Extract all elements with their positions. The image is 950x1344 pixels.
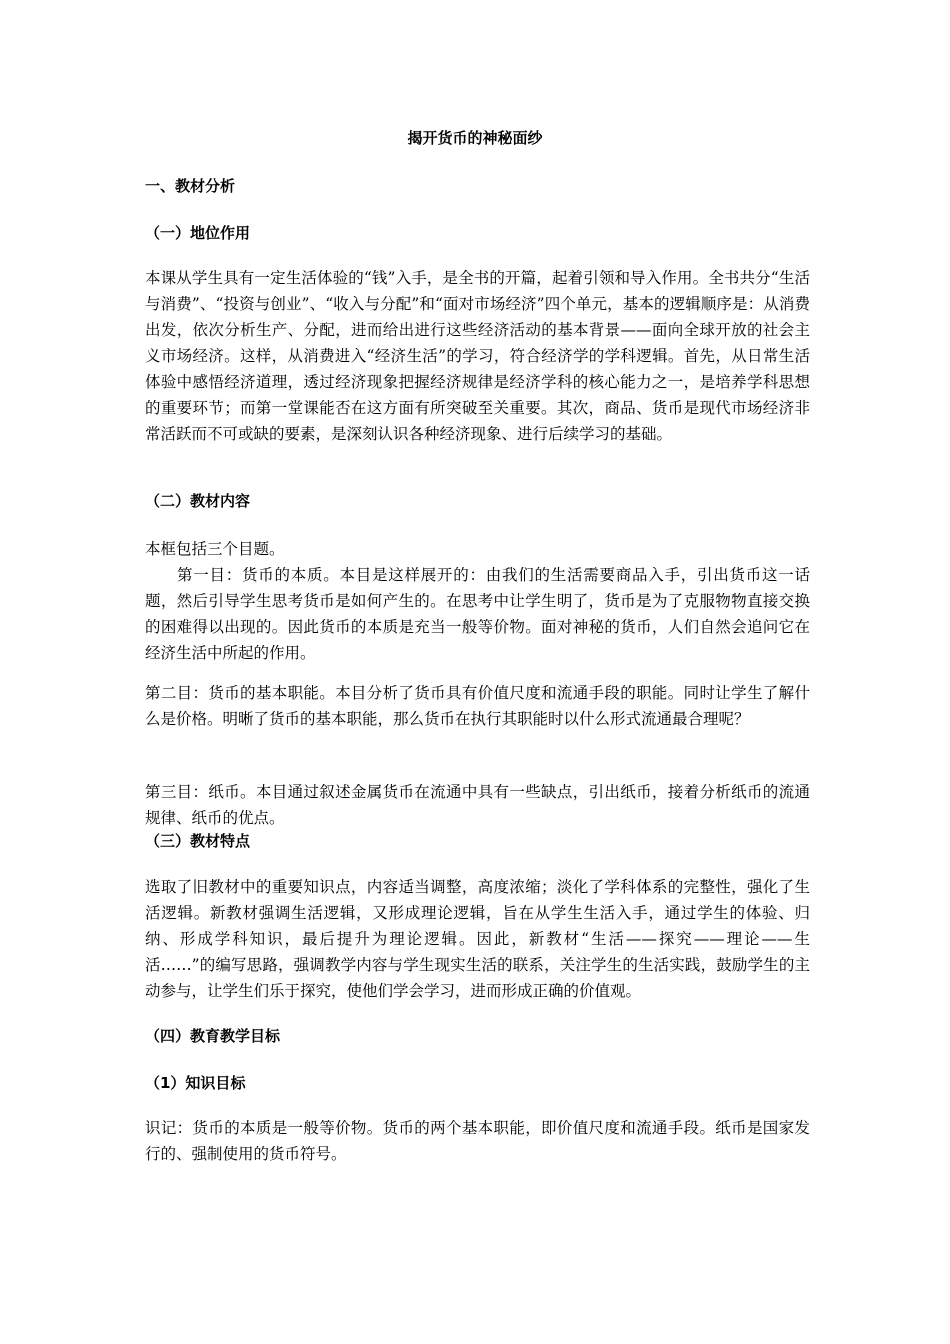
subsection-heading-features: （三）教材特点 bbox=[145, 832, 251, 850]
subsection-heading-content: （二）教材内容 bbox=[145, 492, 251, 510]
paragraph-content-intro: 本框包括三个目题。 bbox=[145, 540, 285, 558]
paragraph-knowledge-objective: 识记：货币的本质是一般等价物。货币的两个基本职能，即价值尺度和流通手段。纸币是国家发行的、强制使用的货币符号。 bbox=[145, 1119, 810, 1163]
document-title: 揭开货币的神秘面纱 bbox=[407, 129, 543, 147]
paragraph-content-item-1: 第一目：货币的本质。本目是这样展开的：由我们的生活需要商品入手，引出货币这一话题，然后引导学生思考货币是如何产生的。在思考中让学生明了，货币是为了克服物物直接交换的困难得以出现的。因此货币的本质是充当一般等价物。面对神秘的货币，人们自然会追问它在经济生活中所起的作用。 bbox=[145, 566, 810, 662]
paragraph-position: 本课从学生具有一定生活体验的“钱”入手，是全书的开篇，起着引领和导入作用。全书共分“生活与消费”、“投资与创业”、“收入与分配”和“面对市场经济”四个单元，基本的逻辑顺序是：从消费出发，依次分析生产、分配，进而给出进行这些经济活动的基本背景——面向全球开放的社会主义市场经济。这样，从消费进入“经济生活”的学习，符合经济学的学科逻辑。首先，从日常生活体验中感悟经济道理，透过经济现象把握经济规律是经济学科的核心能力之一，是培养学科思想的重要环节；而第一堂课能否在这方面有所突破至关重要。其次，商品、货币是现代市场经济非常活跃而不可或缺的要素，是深刻认识各种经济现象、进行后续学习的基础。 bbox=[145, 269, 810, 443]
subsection-heading-position: （一）地位作用 bbox=[145, 224, 251, 242]
sub-item-heading-knowledge: （1）知识目标 bbox=[145, 1074, 246, 1092]
section-heading-textbook-analysis: 一、教材分析 bbox=[145, 177, 236, 195]
paragraph-content-item-3: 第三目：纸币。本目通过叙述金属货币在流通中具有一些缺点，引出纸币，接着分析纸币的流通规律、纸币的优点。 bbox=[145, 783, 810, 827]
paragraph-content-item-2: 第二目：货币的基本职能。本目分析了货币具有价值尺度和流通手段的职能。同时让学生了解什么是价格。明晰了货币的基本职能，那么货币在执行其职能时以什么形式流通最合理呢？ bbox=[145, 684, 810, 728]
paragraph-features: 选取了旧教材中的重要知识点，内容适当调整，高度浓缩；淡化了学科体系的完整性，强化了生活逻辑。新教材强调生活逻辑，又形成理论逻辑，旨在从学生生活入手，通过学生的体验、归纳、形成学科知识，最后提升为理论逻辑。因此，新教材“生活——探究——理论——生活……”的编写思路，强调教学内容与学生现实生活的联系，关注学生的生活实践，鼓励学生的主动参与，让学生们乐于探究，使他们学会学习，进而形成正确的价值观。 bbox=[145, 878, 810, 1000]
subsection-heading-objectives: （四）教育教学目标 bbox=[145, 1027, 281, 1045]
